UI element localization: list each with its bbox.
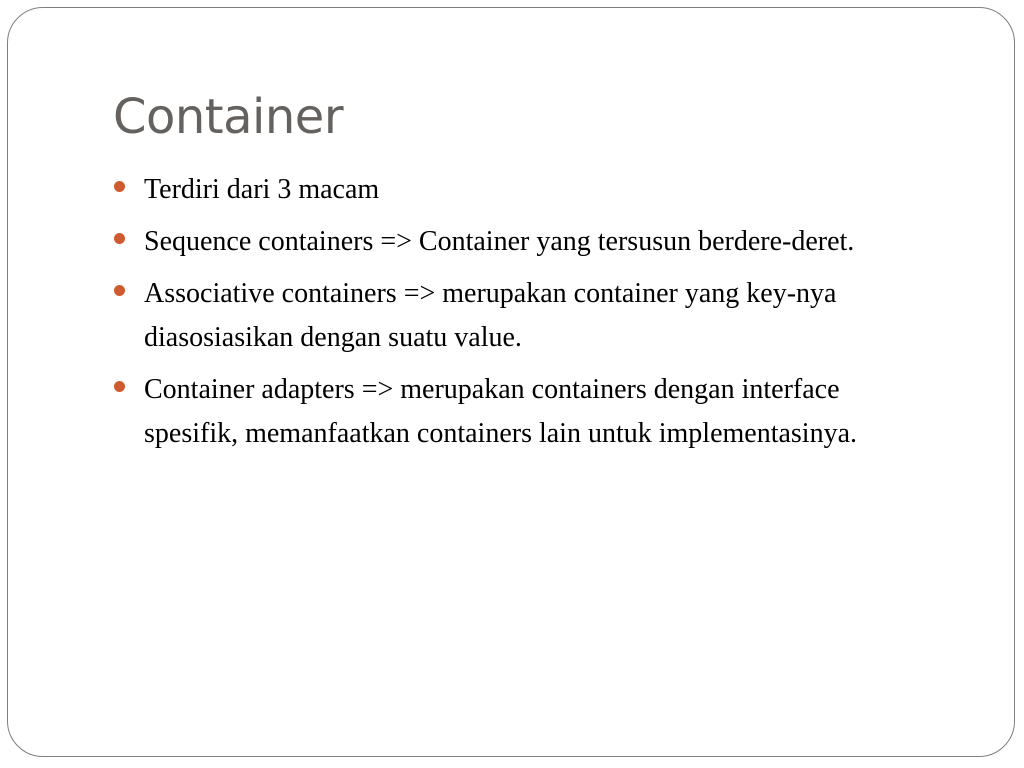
bullet-item bbox=[114, 368, 924, 456]
bullet-item bbox=[114, 168, 924, 212]
bullet-item bbox=[114, 220, 924, 264]
slide-title: Container bbox=[113, 89, 344, 145]
bullet-dot-icon bbox=[114, 285, 125, 296]
bullet-dot-icon bbox=[114, 233, 125, 244]
bullet-dot-icon bbox=[114, 181, 125, 192]
bullet-text: Terdiri dari 3 macam bbox=[144, 174, 380, 205]
bullet-text: Sequence containers => Container yang tersusun berdere-deret. bbox=[144, 226, 855, 257]
bullet-item bbox=[114, 272, 924, 360]
bullet-list bbox=[114, 168, 924, 464]
bullet-dot-icon bbox=[114, 381, 125, 392]
bullet-text: Associative containers => merupakan container yang key-nya diasosiasikan dengan suatu value. bbox=[144, 278, 837, 353]
bullet-text: Container adapters => merupakan containers dengan interface spesifik, memanfaatkan containers lain untuk implementasinya. bbox=[144, 374, 858, 449]
